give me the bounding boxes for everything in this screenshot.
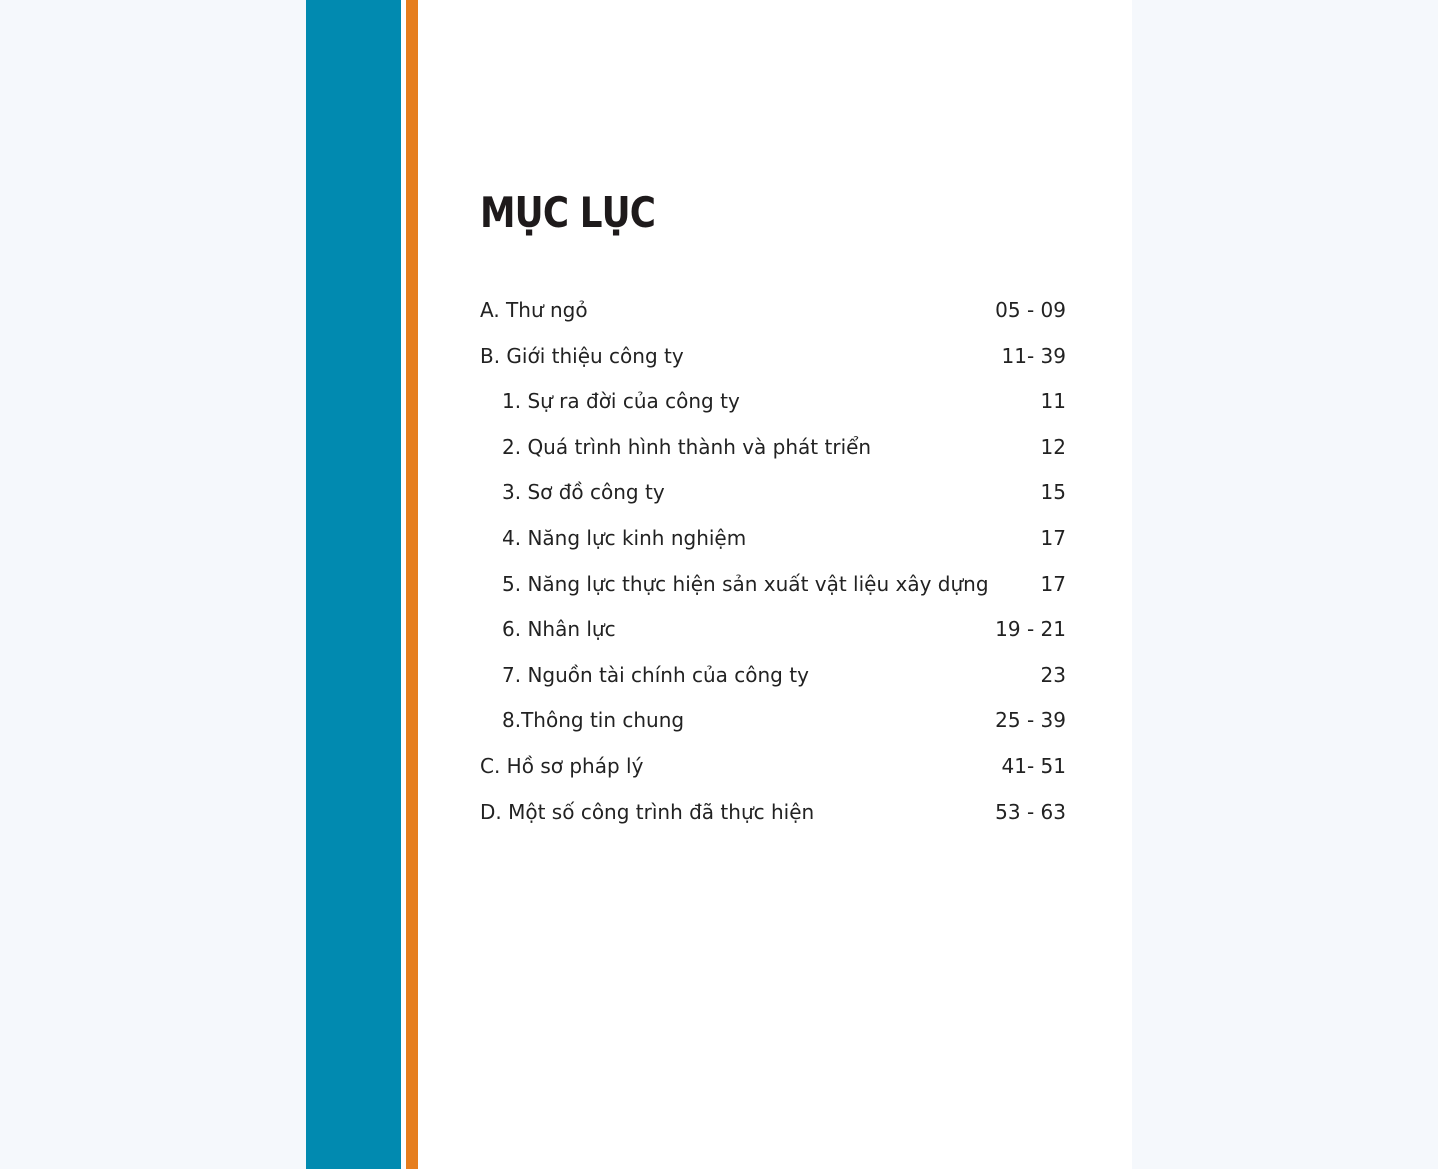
toc-entry-page: 41- 51 [1001, 753, 1066, 778]
toc-entry-page: 53 - 63 [995, 799, 1066, 824]
blue-side-band [306, 0, 401, 1169]
toc-entry-page: 19 - 21 [995, 617, 1066, 642]
toc-entry [480, 288, 1066, 334]
page-title: MỤC LỤC [480, 188, 656, 237]
toc-entry-label: 3. Sơ đồ công ty [502, 480, 665, 505]
toc-entry-label: 6. Nhân lực [502, 617, 616, 642]
toc-entry-label: 7. Nguồn tài chính của công ty [502, 662, 809, 687]
toc-entry-page: 17 [1040, 571, 1066, 596]
toc-entry [480, 744, 1066, 790]
toc-entry-page: 17 [1040, 525, 1066, 550]
toc-entry-page: 23 [1040, 662, 1066, 687]
document-page [306, 0, 1132, 1169]
toc-subentry [480, 425, 1066, 471]
toc-subentry [480, 653, 1066, 699]
toc-subentry [480, 516, 1066, 562]
toc-entry-page: 11 [1040, 389, 1066, 414]
toc-entry-page: 12 [1040, 434, 1066, 459]
toc-subentry [480, 698, 1066, 744]
toc-entry-label: 4. Năng lực kinh nghiệm [502, 525, 747, 550]
toc-entry-label: B. Giới thiệu công ty [480, 343, 684, 368]
toc-entry-label: 1. Sự ra đời của công ty [502, 389, 740, 414]
toc-entry-page: 25 - 39 [995, 708, 1066, 733]
toc-entry-label: A. Thư ngỏ [480, 298, 588, 322]
toc-entry-page: 11- 39 [1001, 343, 1066, 368]
toc-entry [480, 790, 1066, 836]
toc-subentry [480, 379, 1066, 425]
toc-subentry [480, 607, 1066, 653]
toc-entry-page: 15 [1040, 480, 1066, 505]
toc-entry-label: 8.Thông tin chung [502, 708, 685, 733]
toc-subentry [480, 470, 1066, 516]
toc-entry [480, 334, 1066, 380]
table-of-contents [480, 288, 1066, 835]
toc-entry-page: 05 - 09 [995, 298, 1066, 322]
orange-side-stripe [406, 0, 418, 1169]
toc-entry-label: D. Một số công trình đã thực hiện [480, 799, 815, 824]
toc-subentry [480, 562, 1066, 608]
toc-entry-label: C. Hồ sơ pháp lý [480, 753, 644, 778]
toc-entry-label: 5. Năng lực thực hiện sản xuất vật liệu xây dựng [502, 571, 989, 596]
toc-entry-label: 2. Quá trình hình thành và phát triển [502, 434, 872, 459]
